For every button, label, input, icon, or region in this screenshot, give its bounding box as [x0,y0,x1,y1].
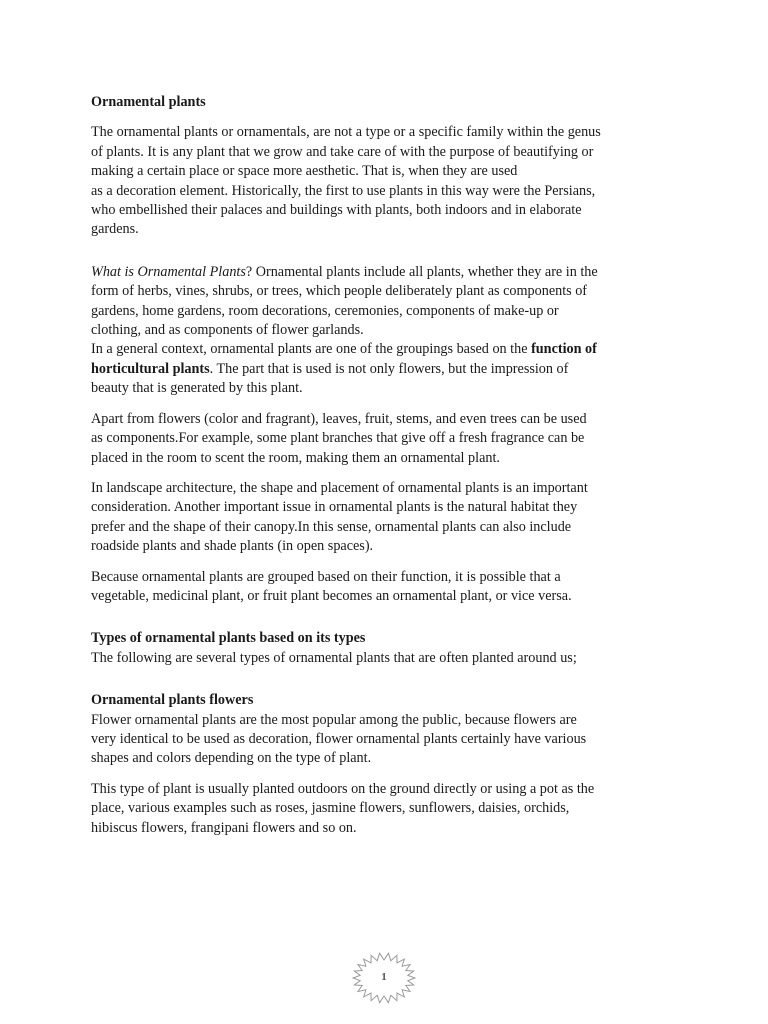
section-heading-types: Types of ornamental plants based on its types [91,630,366,647]
page-number: 1 [381,971,387,983]
paragraph-apart-from-flowers [91,410,691,468]
section-heading-flowers: Ornamental plants flowers [91,692,254,709]
text-line: clothing, and as components of flower garlands. [91,322,364,339]
text-line [91,360,691,379]
paragraph-intro [91,123,691,239]
italic-phrase: What is Ornamental Plants [91,263,246,280]
text-line: place, various examples such as roses, jasmine flowers, sunflowers, daisies, orchids, [91,800,570,817]
text-line: The ornamental plants or ornamentals, are not a type or a specific family within the genus [91,124,601,141]
text-line: consideration. Another important issue in ornamental plants is the natural habitat they [91,499,578,516]
paragraph-what-is [91,263,691,341]
text-line: In landscape architecture, the shape and placement of ornamental plants is an important [91,479,588,496]
text-line: hibiscus flowers, frangipani flowers and so on. [91,819,357,836]
text-line: of plants. It is any plant that we grow and take care of with the purpose of beautifying or [91,143,594,160]
paragraph-types-intro [91,649,691,668]
paragraph-planted-outdoors [91,780,691,838]
text-line: as a decoration element. Historically, the first to use plants in this way were the Persians, [91,182,596,199]
text-line: Flower ornamental plants are the most popular among the public, because flowers are [91,711,577,728]
text-line: shapes and colors depending on the type of plant. [91,750,372,767]
bold-phrase: function of [531,341,597,358]
paragraph-landscape [91,479,691,557]
text-line: roadside plants and shade plants (in open spaces). [91,538,374,555]
text-span: ? Ornamental plants include all plants, whether they are in the [245,263,598,280]
text-line: Because ornamental plants are grouped based on their function, it is possible that a [91,568,561,585]
text-line: prefer and the shape of their canopy.In this sense, ornamental plants can also include [91,518,572,535]
text-line [91,340,691,359]
text-line: who embellished their palaces and buildings with plants, both indoors and in elaborate [91,202,582,219]
text-line: vegetable, medicinal plant, or fruit plant becomes an ornamental plant, or vice versa. [91,587,572,604]
text-line: very identical to be used as decoration, flower ornamental plants certainly have various [91,730,587,747]
paragraph-grouped-by-function [91,568,691,607]
text-line: making a certain place or space more aesthetic. That is, when they are used [91,163,518,180]
text-line: placed in the room to scent the room, making them an ornamental plant. [91,449,500,466]
document-page [91,93,691,838]
text-line: gardens. [91,221,139,238]
text-line: The following are several types of ornamental plants that are often planted around us; [91,649,577,666]
paragraph-flowers [91,711,691,769]
bold-phrase: horticultural plants [91,360,210,377]
paragraph-general-context [91,340,691,398]
text-span: In a general context, ornamental plants are one of the groupings based on the [91,341,532,358]
text-line: as components.For example, some plant branches that give off a fresh fragrance can be [91,430,585,447]
page-number-badge [352,952,416,1004]
text-line: Apart from flowers (color and fragrant), leaves, fruit, stems, and even trees can be used [91,410,587,427]
section-heading-ornamental-plants: Ornamental plants [91,94,206,110]
text-line: beauty that is generated by this plant. [91,380,303,397]
text-line: gardens, home gardens, room decorations, ceremonies, components of make-up or [91,302,559,319]
text-span: . The part that is used is not only flowers, but the impression of [209,360,569,377]
text-line [91,263,691,282]
text-line: form of herbs, vines, shrubs, or trees, which people deliberately plant as components of [91,283,588,300]
text-line: This type of plant is usually planted outdoors on the ground directly or using a pot as the [91,780,595,797]
